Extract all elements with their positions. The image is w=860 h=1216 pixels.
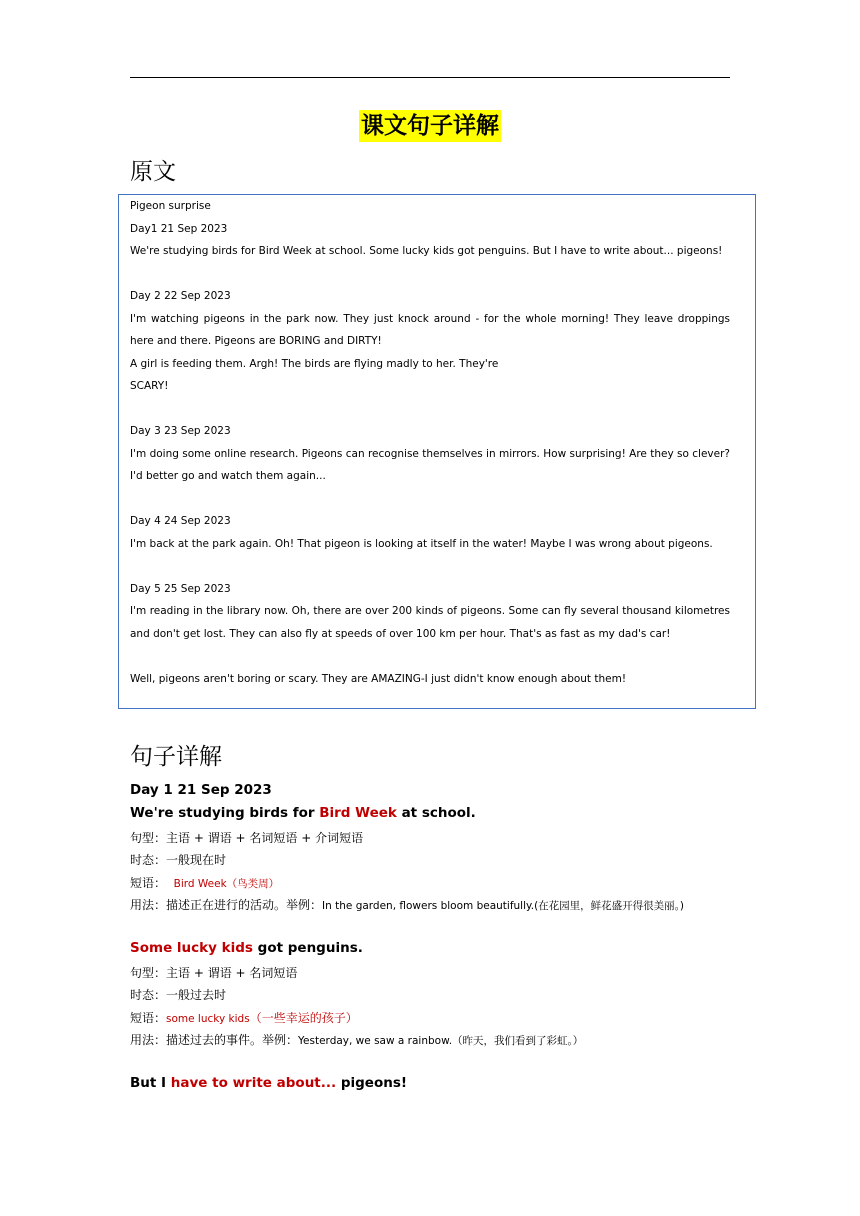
sentence-1-pre: We're studying birds for [130,805,320,821]
usage-description: 描述过去的事件。举例： [166,1033,299,1047]
original-text-line: I'm reading in the library now. Oh, there are over 200 kinds of pigeons. Some can fly several thousand kilometres [130,605,730,617]
pattern-label: 句型： [130,831,167,845]
phrase-value: Bird Week（鸟类周） [173,878,280,890]
original-text-line: Day1 21 Sep 2023 [130,222,228,235]
sentence-3 [130,1075,407,1091]
blank-line [130,645,730,668]
tense-value: 一般过去时 [166,988,227,1002]
phrase-label: 短语： [130,876,167,890]
sentence-2-pattern [130,964,297,981]
pattern-label: 句型： [130,966,167,980]
phrase-value-en: some lucky kids [166,1013,250,1025]
original-text-lines [130,195,730,690]
sentence-1-tense [130,851,226,868]
original-text-line: Day 3 23 Sep 2023 [130,425,231,437]
usage-example: Yesterday, we saw a rainbow. [298,1035,453,1047]
original-text-line: Day 5 25 Sep 2023 [130,582,231,595]
original-text-line: We're studying birds for Bird Week at school. Some lucky kids got penguins. But I have to write about... pigeons! [130,245,723,257]
sentence-2-usage [130,1031,583,1048]
original-text-line: I'm watching pigeons in the park now. They just knock around - for the whole morning! They leave droppings [130,312,730,325]
sentence-2-tense [130,986,226,1003]
usage-label: 用法： [130,898,167,912]
sentence-3-post: pigeons! [336,1075,408,1091]
sentence-1-usage [130,896,684,913]
original-text-line: Day 2 22 Sep 2023 [130,290,231,302]
original-text-line: A girl is feeding them. Argh! The birds are flying madly to her. They're [130,357,499,370]
document-title: 课文句子详解 [359,110,501,142]
blank-line [130,555,730,578]
usage-translation: （昨天，我们看到了彩虹。） [452,1035,584,1047]
sentence-detail-heading: 句子详解 [130,744,222,770]
tense-value: 一般现在时 [166,853,227,867]
pattern-value: 主语 + 谓语 + 名词短语 [166,966,298,980]
sentence-1-phrase [130,874,279,891]
usage-translation: (在花园里，鲜花盛开得很美丽。) [534,900,685,912]
original-text-line: Day 4 24 Sep 2023 [130,515,231,527]
sentence-2-post: got penguins. [252,940,363,956]
original-text-line: and don't get lost. They can also fly at speeds of over 100 km per hour. That's as fast as my dad's car! [130,627,671,640]
phrase-label: 短语： [130,1011,167,1025]
original-text-line: SCARY! [130,380,169,392]
original-text-box [118,194,756,709]
original-text-line: Pigeon surprise [130,200,211,212]
original-text-line: Well, pigeons aren't boring or scary. They are AMAZING-I just didn't know enough about them! [130,672,627,685]
header-rule [130,77,730,78]
original-text-line: I'd better go and watch them again... [130,470,326,482]
original-text-line: I'm doing some online research. Pigeons can recognise themselves in mirrors. How surprising! Are they so clever? [130,447,730,460]
blank-line [130,263,730,286]
blank-line [130,398,730,421]
sentence-1-pattern [130,829,363,846]
original-text-line: here and there. Pigeons are BORING and DIRTY! [130,335,382,347]
title-area [0,110,860,142]
tense-label: 时态： [130,853,167,867]
usage-description: 描述正在进行的活动。举例： [166,898,323,912]
sentence-1-highlight: Bird Week [319,805,397,821]
sentence-3-highlight: have to write about... [170,1075,337,1091]
original-text-heading: 原文 [130,159,176,185]
sentence-1 [130,805,476,821]
blank-line [130,488,730,511]
usage-label: 用法： [130,1033,167,1047]
sentence-3-pre: But I [130,1075,171,1091]
phrase-value-zh: （一些幸运的孩子） [249,1011,358,1025]
sentence-2-highlight: Some lucky kids [130,940,253,956]
day-label: Day 1 21 Sep 2023 [130,782,272,798]
tense-label: 时态： [130,988,167,1002]
usage-example: In the garden, flowers bloom beautifully. [322,900,535,912]
sentence-2 [130,940,363,956]
pattern-value: 主语 + 谓语 + 名词短语 + 介词短语 [166,831,364,845]
sentence-1-post: at school. [396,805,476,821]
original-text-line: I'm back at the park again. Oh! That pigeon is looking at itself in the water! Maybe I was wrong about pigeons. [130,537,713,550]
sentence-2-phrase [130,1009,358,1026]
